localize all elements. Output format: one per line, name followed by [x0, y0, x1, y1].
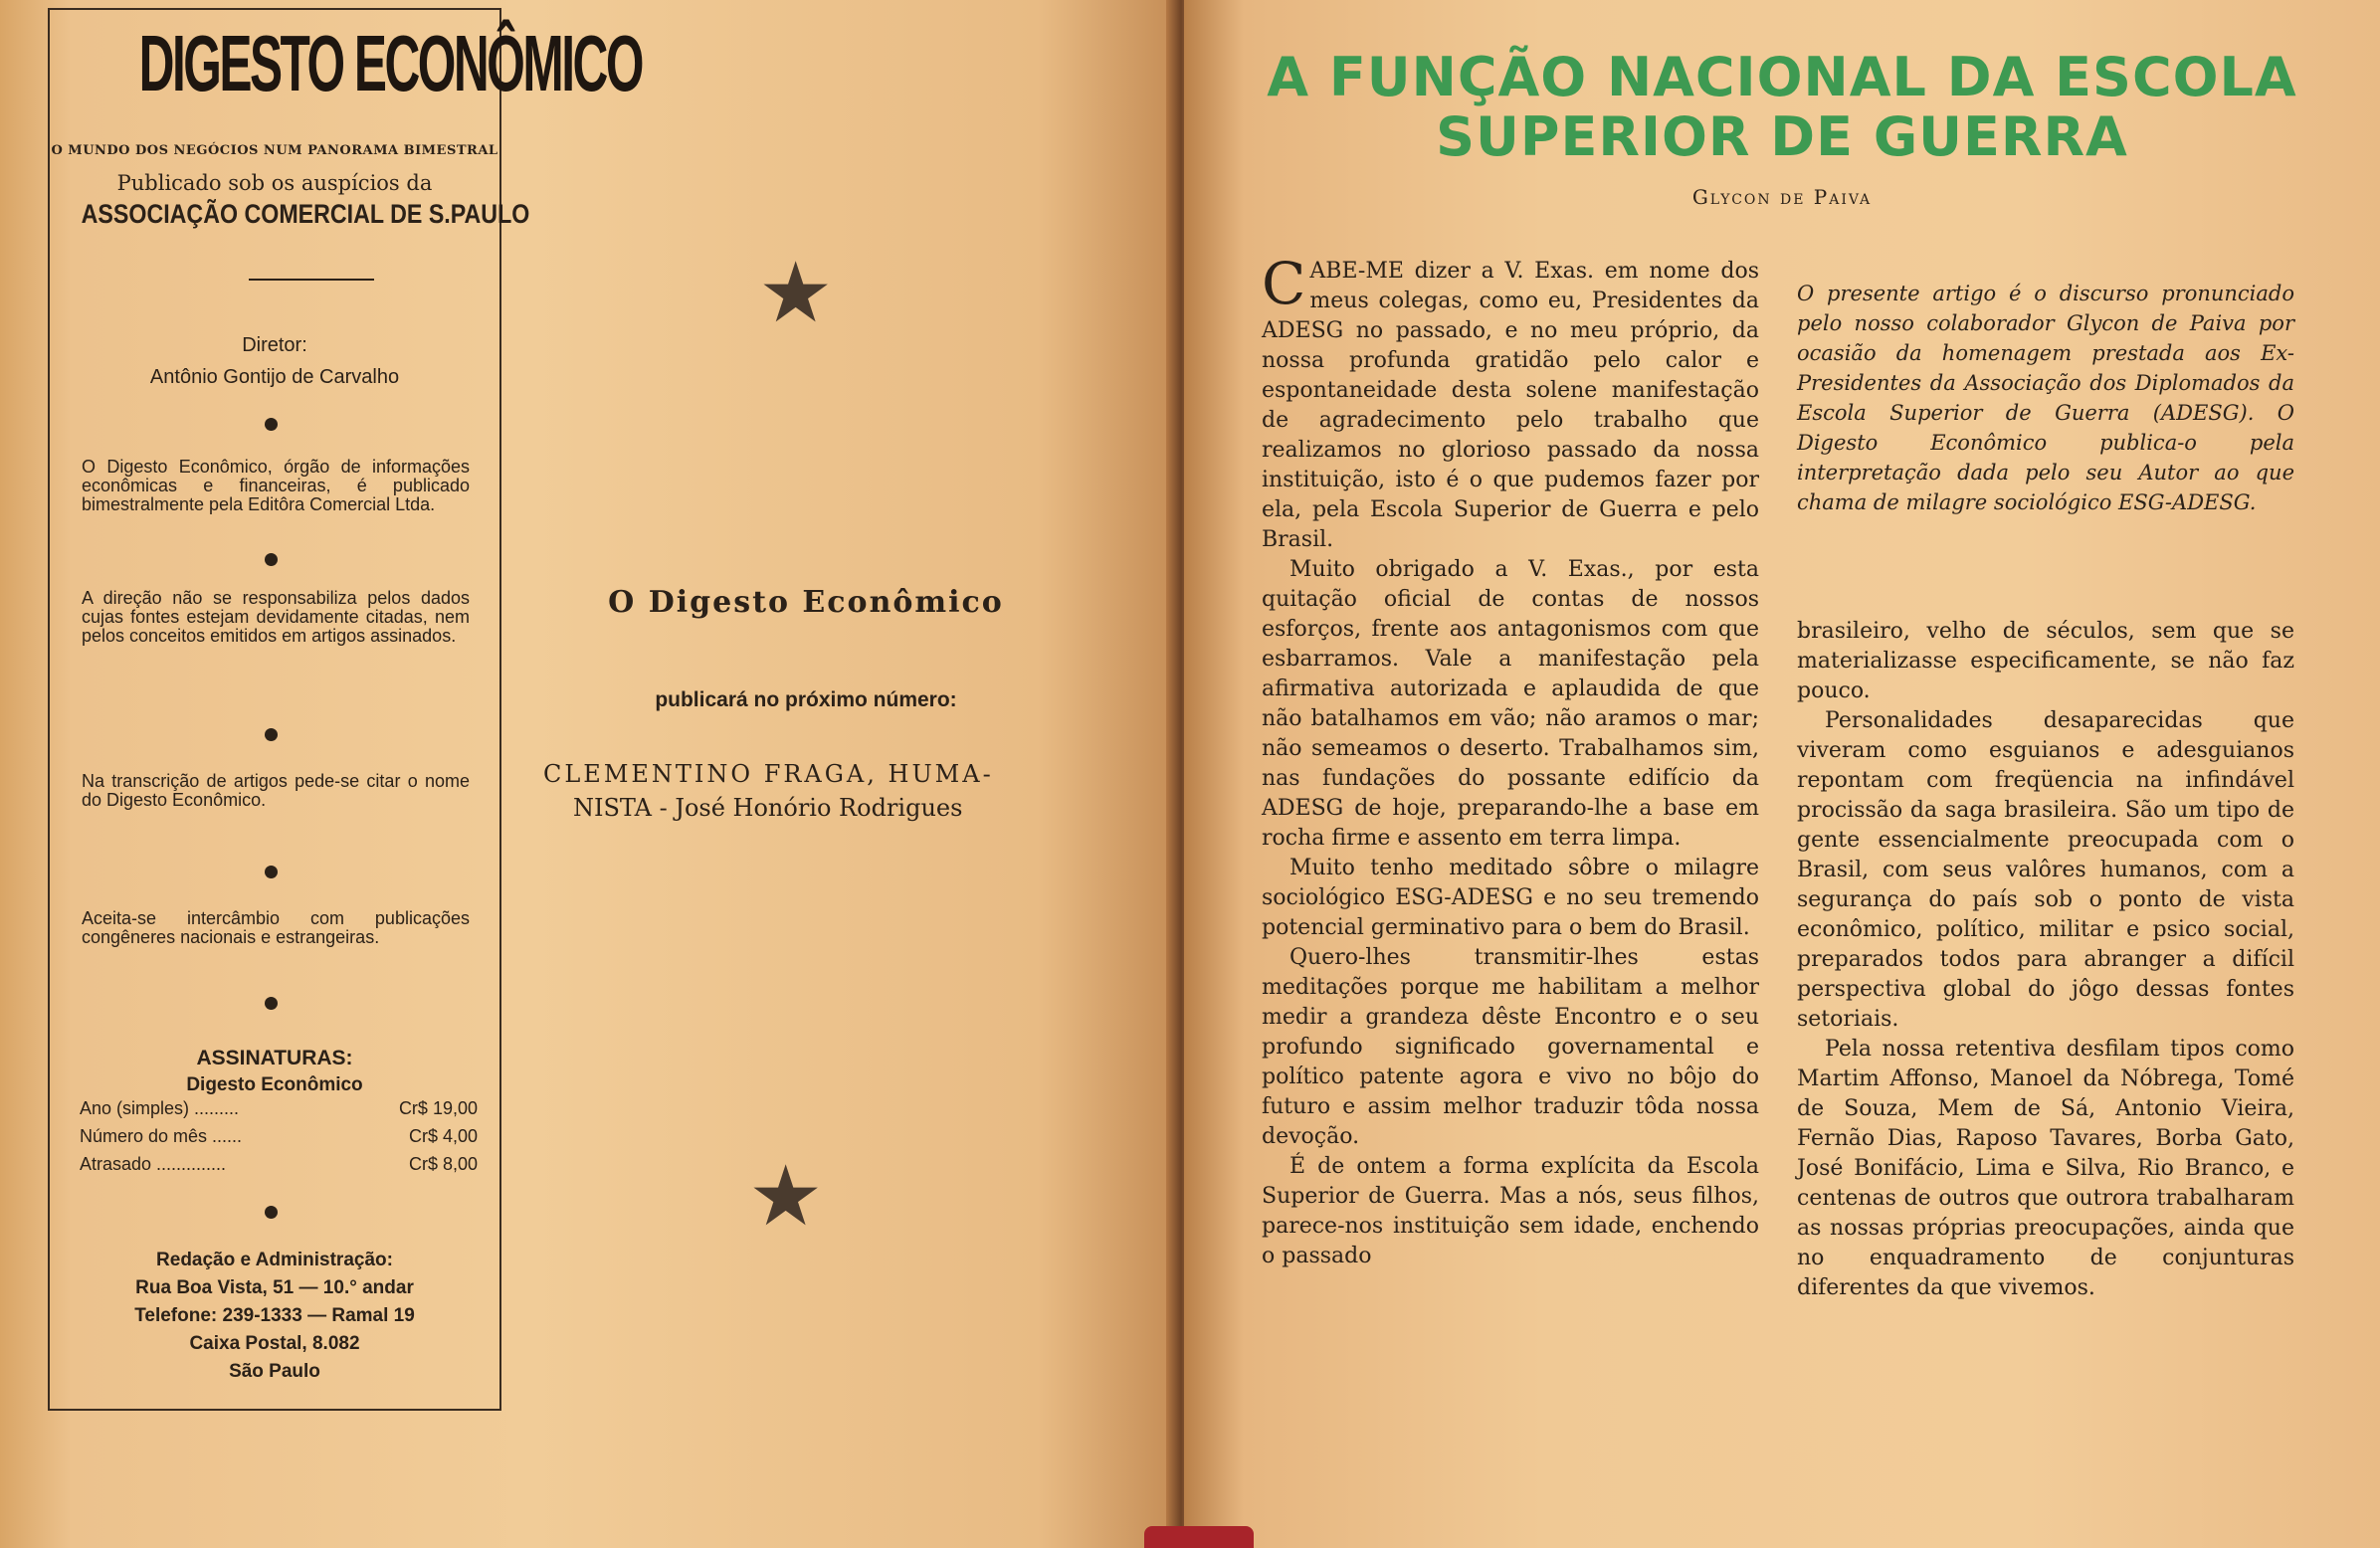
drop-cap: C — [1262, 250, 1306, 317]
article-title — [1184, 48, 2380, 167]
subscription-row — [80, 1098, 478, 1122]
director-name: Antônio Gontijo de Carvalho — [149, 366, 400, 388]
masthead-box — [48, 8, 642, 1411]
announcement-line-2: NISTA - José Honório Rodrigues — [573, 794, 963, 822]
masthead-subtitle: O MUNDO DOS NEGÓCIOS NUM PANORAMA BIMESTRAL — [51, 143, 498, 158]
article-column-left — [1262, 250, 1759, 1271]
bullet-dot — [265, 866, 278, 878]
subscriptions-heading: ASSINATURAS: — [196, 1047, 353, 1069]
article-paragraph: Personalidades desaparecidas que viveram como esguianos e adesguianos repontam com freqüencia na infindável procissão da saga brasileira. São um tipo de gente essencialmente preocupada com o Brasil, com seus valôres humanos, com a segurança do país sob o ponto de vista econômico, político, militar e psico social, preparados todos para abranger a difícil perspectiva global do jôgo dessas fontes setoriais. — [1797, 708, 2294, 1032]
star-ornament-top: ★ — [758, 244, 834, 341]
article-column-right — [1797, 617, 2294, 1303]
address-line-4: Caixa Postal, 8.082 — [189, 1333, 360, 1354]
address-line-1: Redação e Administração: — [156, 1250, 393, 1270]
director-label: Diretor: — [242, 334, 307, 356]
subscription-label: Número do mês ...... — [80, 1126, 243, 1146]
subscription-price: Cr$ 19,00 — [398, 1098, 478, 1118]
masthead-published-under: Publicado sob os auspícios da — [116, 171, 433, 195]
subscription-label: Ano (simples) ......... — [80, 1098, 240, 1118]
left-page — [0, 0, 1179, 1548]
article-title-line-2: SUPERIOR DE GUERRA — [1436, 105, 2128, 168]
bullet-dot — [265, 1206, 278, 1219]
article-paragraph: Pela nossa retentiva desfilam tipos como Martim Affonso, Manoel da Nóbrega, Tomé de Souza, Mem de Sá, Antonio Vieira, Fernão Dias, Raposo Tavares, Borba Gato, José Bonifácio, Lima e Silva, Rio Branco, e centenas de outros que outrora trabalharam as nossas próprias preocupações, ainda que no enquadramento de conjunturas diferentes da que vivemos. — [1797, 1037, 2294, 1300]
announcement-subtitle: publicará no próximo número: — [655, 688, 957, 711]
binding-cloth — [1144, 1526, 1254, 1548]
address-line-2: Rua Boa Vista, 51 — 10.° andar — [135, 1277, 414, 1298]
article-byline: Glycon de Paiva — [1691, 185, 1873, 209]
article-paragraph: CABE-ME dizer a V. Exas. em nome dos meus colegas, como eu, Presidentes da ADESG no passado, e no meu próprio, da nossa profunda gratidão pelo calor e espontaneidade desta solene manifestação de agradecimento pelo trabalho que realizamos no glorioso passado da nossa instituição, isto é o que pudemos fazer por ela, pela Escola Superior de Guerra e pelo Brasil. — [1262, 250, 1759, 552]
masthead-association: ASSOCIAÇÃO COMERCIAL DE S.PAULO — [81, 199, 530, 229]
article-paragraph: É de ontem a forma explícita da Escola Superior de Guerra. Mas a nós, seus filhos, parece-nos instituição sem idade, enchendo o passado — [1262, 1154, 1759, 1268]
masthead-rule — [249, 279, 374, 281]
announcement-line-1: CLEMENTINO FRAGA, HUMA- — [543, 760, 994, 788]
subscriptions-subheading: Digesto Econômico — [186, 1074, 363, 1095]
bullet-dot — [265, 728, 278, 741]
subscription-label: Atrasado .............. — [80, 1154, 227, 1174]
masthead-title: DIGESTO ECONÔMICO — [138, 19, 642, 107]
bullet-dot — [265, 997, 278, 1010]
announcement-title: O Digesto Econômico — [608, 585, 1004, 620]
article-paragraph: Quero-lhes transmitir-lhes estas meditações porque me habilitam a melhor medir a grandeza dêste Encontro e o seu profundo significado governamental e político patente agora e vivo no bôjo do futuro e assim melhor traduzir tôda nossa devoção. — [1262, 945, 1759, 1149]
article-title-line-1: A FUNÇÃO NACIONAL DA ESCOLA — [1267, 46, 2297, 108]
masthead-paragraph-info: O Digesto Econômico, órgão de informações econômicas e financeiras, é publicado bimestralmente pela Editôra Comercial Ltda. — [82, 457, 470, 514]
masthead-paragraph-transcription: Na transcrição de artigos pede-se citar o nome do Digesto Econômico. — [82, 771, 470, 810]
masthead-paragraph-disclaimer: A direção não se responsabiliza pelos dados cujas fontes estejam devidamente citadas, nem pelos conceitos emitidos em artigos assinados. — [82, 588, 470, 646]
article-paragraph: brasileiro, velho de séculos, sem que se materializasse especificamente, se não faz pouco. — [1797, 619, 2294, 703]
subscription-row — [80, 1154, 478, 1178]
bullet-dot — [265, 418, 278, 431]
bullet-dot — [265, 553, 278, 566]
right-page — [1184, 0, 2380, 1548]
address-line-5: São Paulo — [229, 1361, 320, 1382]
subscription-price: Cr$ 4,00 — [408, 1126, 478, 1146]
star-ornament-bottom: ★ — [748, 1147, 824, 1245]
subscription-row — [80, 1126, 478, 1150]
article-paragraph: Muito obrigado a V. Exas., por esta quitação oficial de contas de nossos esforços, frente aos antagonismos com que esbarramos. Vale a manifestação pela afirmativa autorizada e aplaudida de que não batalhamos em vão; não aramos o mar; não semeamos o deserto. Trabalhamos sim, nas fundações do possante edifício da ADESG de hoje, preparando-lhe a base em rocha firme e assento em terra limpa. — [1262, 557, 1759, 851]
masthead-paragraph-exchange: Aceita-se intercâmbio com publicações congêneres nacionais e estrangeiras. — [82, 908, 470, 947]
editorial-note: O presente artigo é o discurso pronunciado pelo nosso colaborador Glycon de Paiva por ocasião da homenagem prestada aos Ex-Presidentes da Associação dos Diplomados da Escola Superior de Guerra (ADESG). O Digesto Econômico publica-o pela interpretação dada pelo seu Autor ao que chama de milagre sociológico ESG-ADESG. — [1797, 282, 2294, 514]
article-paragraph: Muito tenho meditado sôbre o milagre sociológico ESG-ADESG e no seu tremendo potencial germinativo para o bem do Brasil. — [1262, 856, 1759, 940]
address-line-3: Telefone: 239-1333 — Ramal 19 — [134, 1305, 415, 1326]
subscription-price: Cr$ 8,00 — [408, 1154, 478, 1174]
